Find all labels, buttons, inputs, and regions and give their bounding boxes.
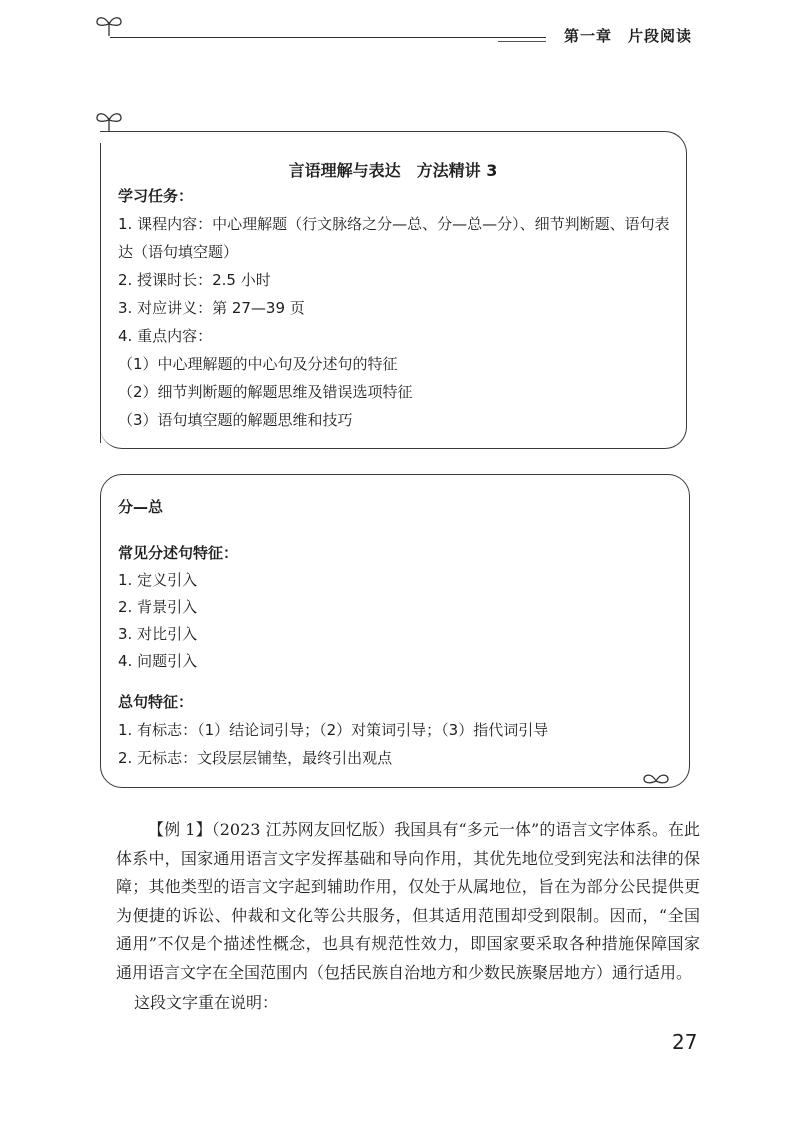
total-heading: 总句特征：: [118, 693, 194, 711]
page-number: 27: [672, 1030, 698, 1054]
method-box-left-border: [100, 143, 101, 443]
header-rule-accent: [498, 41, 546, 42]
sprout-icon: [94, 12, 124, 38]
task-line: 2. 授课时长：2.5 小时: [118, 271, 271, 289]
header-title: [564, 25, 692, 46]
header-rule: [110, 37, 546, 38]
sub-item: 2. 背景引入: [118, 598, 198, 616]
sub-heading: 常见分述句特征：: [118, 544, 239, 562]
sub-item: 4. 问题引入: [118, 652, 198, 670]
task-line: 3. 对应讲义：第 27—39 页: [118, 299, 305, 317]
total-item: 2. 无标志：文段层层铺垫，最终引出观点: [118, 749, 393, 767]
task-line: 1. 课程内容：中心理解题（行文脉络之分—总、分—总—分）、细节判断题、语句表: [118, 215, 670, 233]
task-line: 达（语句填空题）: [118, 243, 239, 261]
sub-item: 3. 对比引入: [118, 625, 198, 643]
total-item: 1. 有标志：（1）结论词引导；（2）对策词引导；（3）指代词引导: [118, 721, 549, 739]
task-line: 4. 重点内容：: [118, 327, 213, 345]
task-line: （3）语句填空题的解题思维和技巧: [118, 411, 353, 429]
question-stem: 这段文字重在说明：: [134, 993, 279, 1012]
summary-box-title: 分—总: [118, 498, 164, 516]
method-box-title: 言语理解与表达 方法精讲 3: [288, 161, 498, 180]
task-line: （2）细节判断题的解题思维及错误选项特征: [118, 383, 413, 401]
task-heading: 学习任务：: [118, 187, 194, 205]
section-label: 片段阅读: [628, 27, 693, 45]
sub-item: 1. 定义引入: [118, 571, 198, 589]
example-paragraph: 【例 1】（2023 江苏网友回忆版）我国具有“多元一体”的语言文字体系。在此体系中，国家通用语言文字发挥基础和导向作用，其优先地位受到宪法和法律的保障；其他类型的语言文字起到辅助作用，仅处于从属地位，旨在为部分公民提供更为便捷的诉讼、仲裁和文化等公共服务，但其适用范围却受到限制。因而，“全国通用”不仅是个描述性概念，也具有规范性效力，即国家要采取各种措施保障国家通用语言文字在全国范围内（包括民族自治地方和少数民族聚居地方）通行适用。: [116, 820, 700, 982]
chapter-label: 第一章: [564, 27, 613, 45]
leaf-icon: [641, 770, 671, 792]
task-line: （1）中心理解题的中心句及分述句的特征: [118, 355, 398, 373]
